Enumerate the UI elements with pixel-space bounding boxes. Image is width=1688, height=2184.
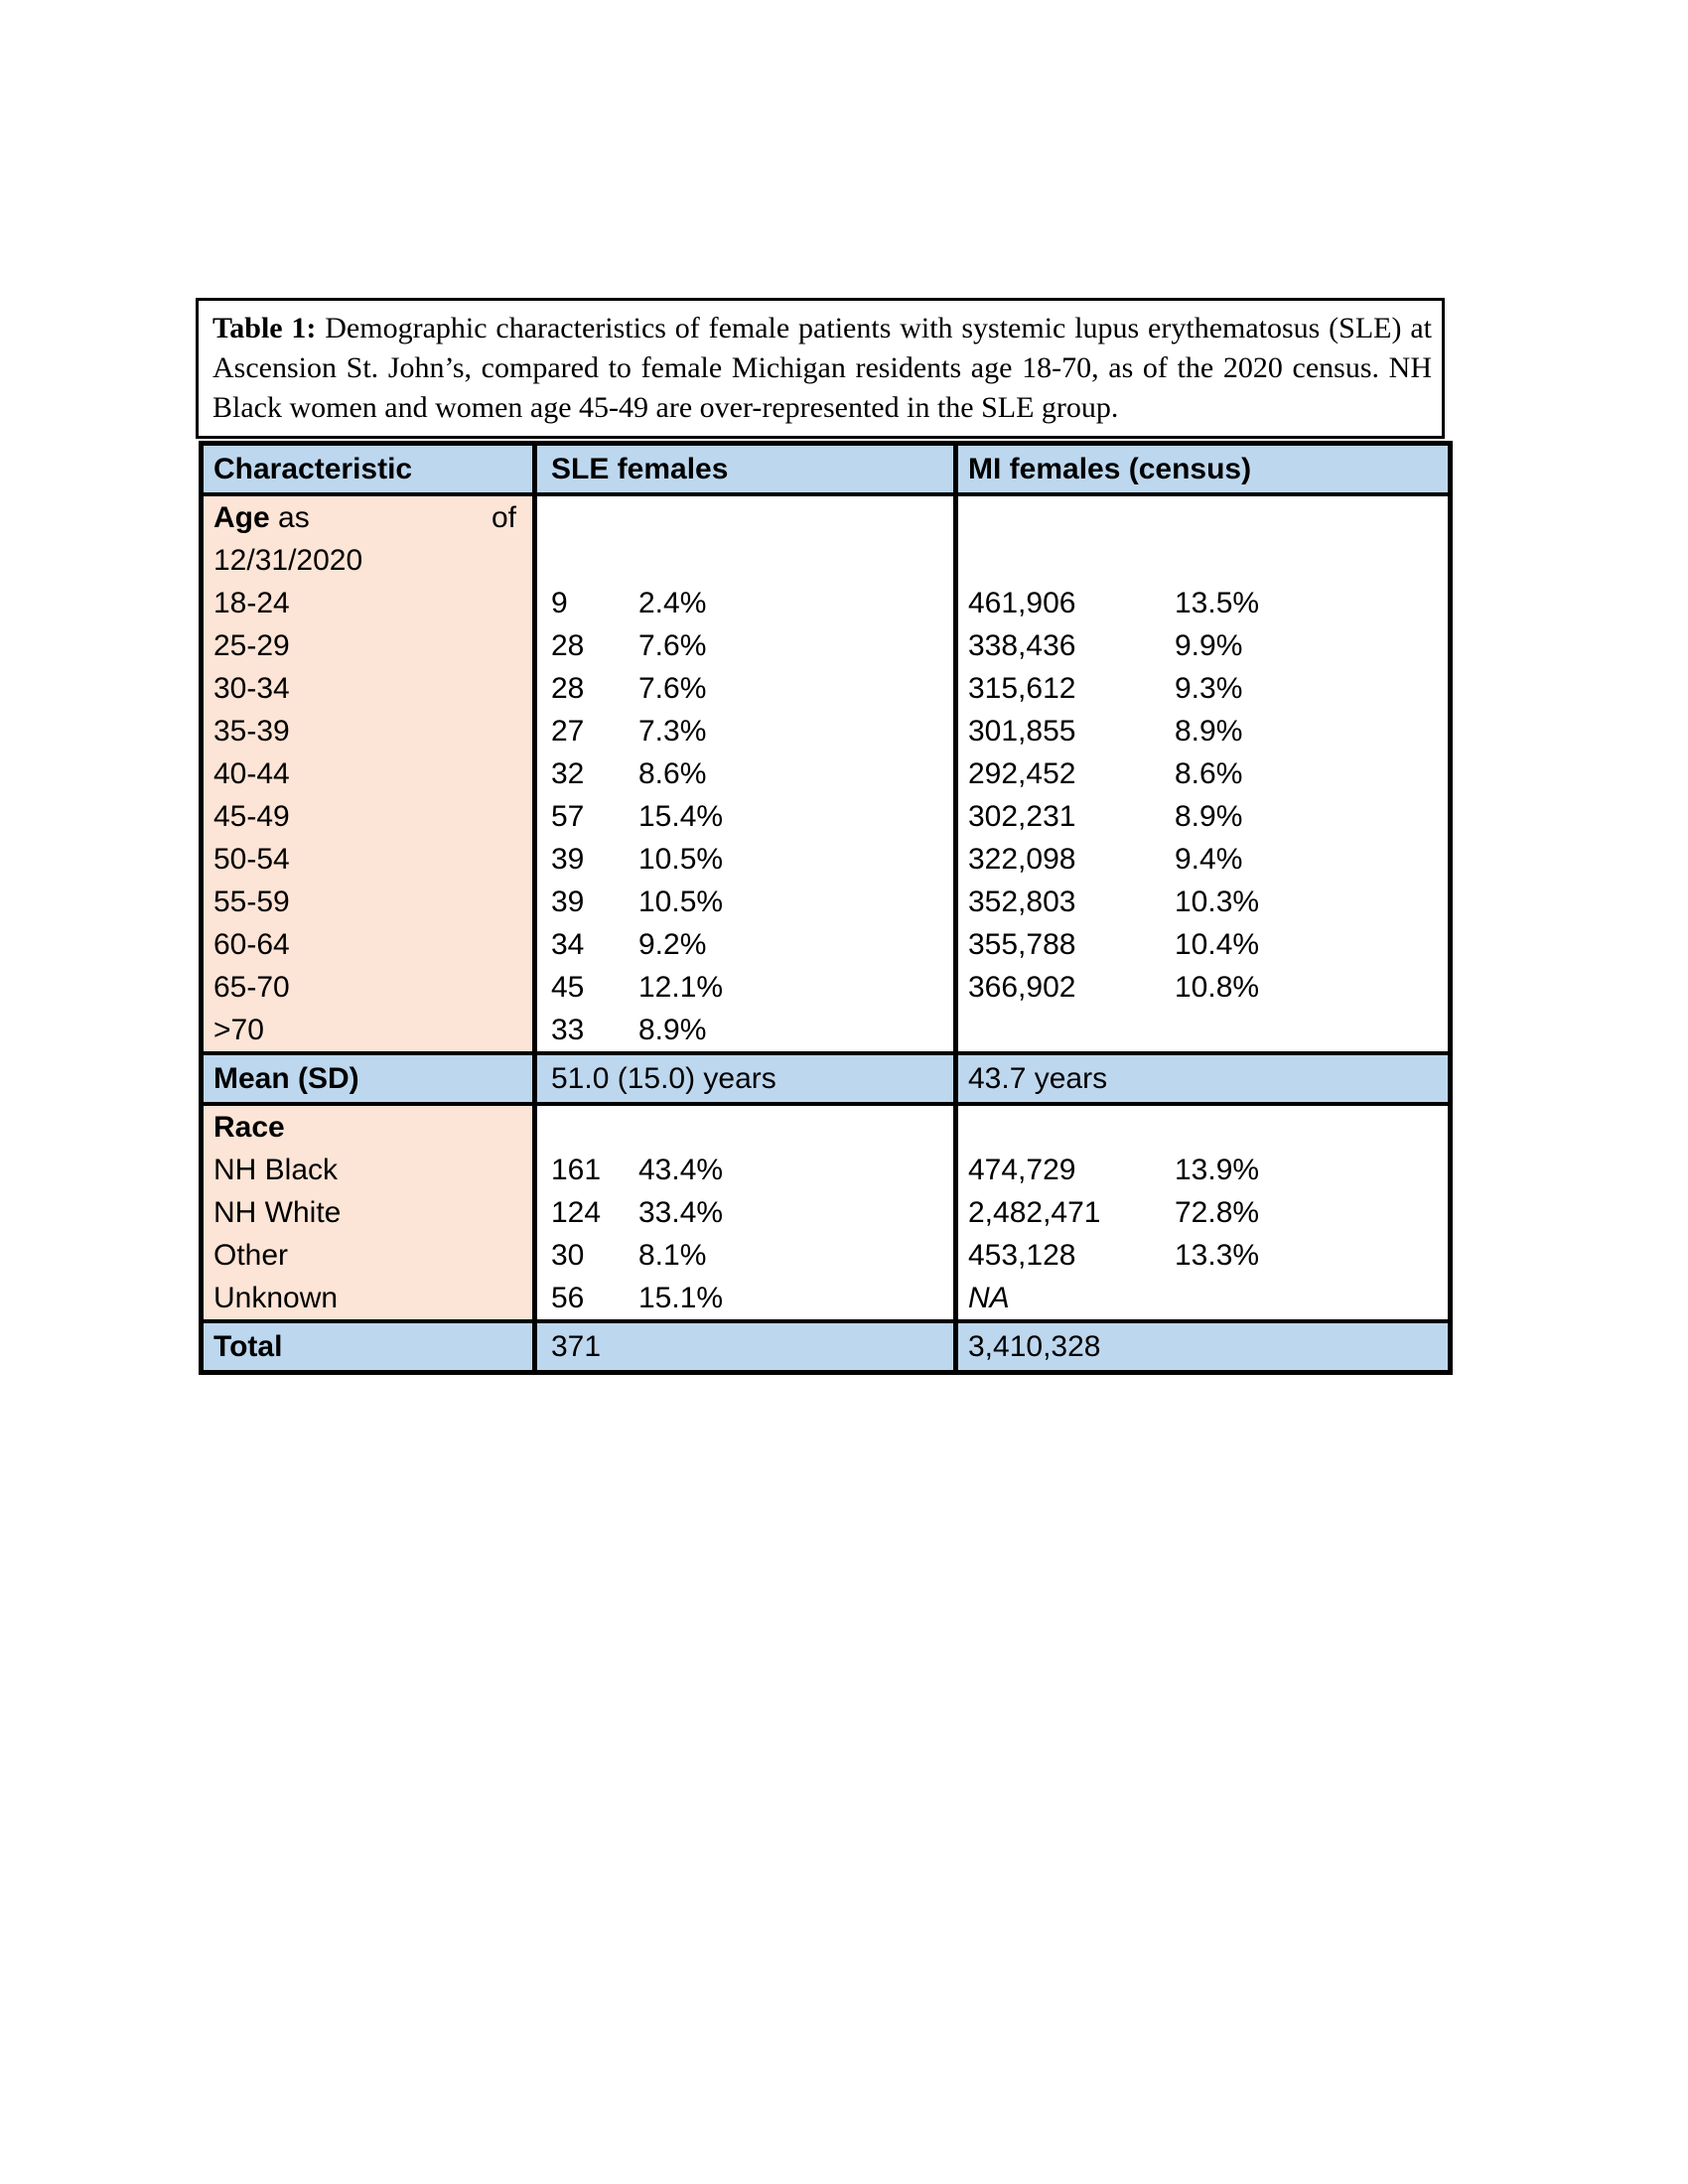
age-sle-values xyxy=(537,752,953,795)
count: 292,452 xyxy=(968,756,1076,790)
age-mi-values xyxy=(958,881,1448,923)
age-row-label: 55-59 xyxy=(213,885,290,918)
percent: 8.9% xyxy=(638,1013,707,1046)
age-mi-values xyxy=(958,795,1448,838)
empty-line xyxy=(958,1106,1448,1149)
age-mi-values xyxy=(958,752,1448,795)
age-mi-values xyxy=(958,838,1448,881)
age-sle-values xyxy=(537,667,953,710)
age-sle-values xyxy=(537,795,953,838)
age-sle-values xyxy=(537,881,953,923)
demographics-table xyxy=(199,441,1453,1375)
age-mi-values xyxy=(958,923,1448,966)
percent: 15.4% xyxy=(638,799,724,833)
header-mi-females: MI females (census) xyxy=(968,452,1252,485)
count: 161 xyxy=(551,1153,602,1186)
count: 355,788 xyxy=(968,927,1076,961)
percent: 7.6% xyxy=(638,671,707,705)
percent: 8.9% xyxy=(1175,714,1243,748)
empty-line xyxy=(537,539,953,582)
percent: 33.4% xyxy=(638,1195,724,1229)
total-mi-value: 3,410,328 xyxy=(968,1329,1101,1363)
count: 45 xyxy=(551,970,585,1004)
race-mi-values xyxy=(958,1234,1448,1277)
age-sle-values xyxy=(537,1009,953,1051)
age-title-left: Age as xyxy=(213,500,310,534)
percent: 7.3% xyxy=(638,714,707,748)
age-row-label: 35-39 xyxy=(213,714,290,748)
race-sle-values xyxy=(537,1277,953,1319)
count: 30 xyxy=(551,1238,585,1272)
count: 27 xyxy=(551,714,585,748)
age-row-label: >70 xyxy=(213,1013,264,1046)
age-mi-column xyxy=(958,496,1448,1051)
race-row-label: Unknown xyxy=(213,1281,339,1314)
age-mi-values xyxy=(958,710,1448,752)
percent: 8.6% xyxy=(638,756,707,790)
age-mi-values xyxy=(958,966,1448,1009)
age-title-line xyxy=(204,496,532,539)
table-caption-text: Demographic characteristics of female patients with systemic lupus erythematosus (SLE) at Ascension St. John’s, compared to female Michigan residents age 18-70, as of the 2020 census. NH Black women and women age 45-49 are over-represented in the SLE group. xyxy=(212,312,1432,424)
count: 28 xyxy=(551,628,585,662)
age-sle-values xyxy=(537,966,953,1009)
count: 453,128 xyxy=(968,1238,1076,1272)
race-label-column xyxy=(204,1106,537,1319)
count: 301,855 xyxy=(968,714,1076,748)
race-sle-values xyxy=(537,1149,953,1191)
race-title: Race xyxy=(213,1110,285,1144)
age-row-label: 30-34 xyxy=(213,671,290,705)
percent: 43.4% xyxy=(638,1153,724,1186)
count: 33 xyxy=(551,1013,585,1046)
percent: 9.2% xyxy=(638,927,707,961)
race-mi-values xyxy=(958,1191,1448,1234)
age-row-label: 18-24 xyxy=(213,586,290,619)
percent: 7.6% xyxy=(638,628,707,662)
empty-line xyxy=(537,496,953,539)
race-sle-values xyxy=(537,1191,953,1234)
age-sle-column xyxy=(537,496,958,1051)
percent: 12.1% xyxy=(638,970,724,1004)
empty-line xyxy=(958,539,1448,582)
age-mi-values xyxy=(958,667,1448,710)
percent: 13.3% xyxy=(1175,1238,1260,1272)
mean-label: Mean (SD) xyxy=(204,1055,537,1102)
percent: 10.3% xyxy=(1175,885,1260,918)
age-sle-values xyxy=(537,582,953,624)
age-row-label: 40-44 xyxy=(213,756,290,790)
count: 32 xyxy=(551,756,585,790)
age-title-date: 12/31/2020 xyxy=(213,543,363,577)
count: 315,612 xyxy=(968,671,1076,705)
percent: 9.9% xyxy=(1175,628,1243,662)
percent: 10.5% xyxy=(638,885,724,918)
race-mi-na xyxy=(958,1277,1448,1319)
count: 322,098 xyxy=(968,842,1076,876)
percent: 9.3% xyxy=(1175,671,1243,705)
age-row-label: 60-64 xyxy=(213,927,290,961)
count: 338,436 xyxy=(968,628,1076,662)
race-row-label: NH White xyxy=(213,1195,342,1229)
age-row-label: 45-49 xyxy=(213,799,290,833)
na-value: NA xyxy=(968,1281,1010,1314)
total-row xyxy=(204,1323,1448,1370)
race-row-label: NH Black xyxy=(213,1153,339,1186)
percent: 10.5% xyxy=(638,842,724,876)
mean-row xyxy=(204,1055,1448,1106)
table-caption xyxy=(196,298,1445,439)
document-page xyxy=(196,298,1453,1375)
count: 124 xyxy=(551,1195,602,1229)
age-row-label: 50-54 xyxy=(213,842,290,876)
race-section xyxy=(204,1106,1448,1323)
count: 39 xyxy=(551,842,585,876)
race-mi-values xyxy=(958,1149,1448,1191)
age-label-column xyxy=(204,496,537,1051)
age-title-right: of xyxy=(491,500,516,534)
age-mi-values xyxy=(958,582,1448,624)
header-characteristic: Characteristic xyxy=(204,446,537,492)
total-sle-value: 371 xyxy=(537,1323,958,1370)
percent: 8.9% xyxy=(1175,799,1243,833)
count: 9 xyxy=(551,586,568,619)
mean-mi-value: 43.7 years xyxy=(968,1061,1108,1095)
percent: 8.6% xyxy=(1175,756,1243,790)
empty-line xyxy=(537,1106,953,1149)
age-sle-values xyxy=(537,838,953,881)
count: 34 xyxy=(551,927,585,961)
count: 2,482,471 xyxy=(968,1195,1101,1229)
percent: 9.4% xyxy=(1175,842,1243,876)
table-header-row xyxy=(204,446,1448,496)
count: 28 xyxy=(551,671,585,705)
percent: 72.8% xyxy=(1175,1195,1260,1229)
empty-line xyxy=(958,496,1448,539)
race-sle-values xyxy=(537,1234,953,1277)
count: 56 xyxy=(551,1281,585,1314)
percent: 13.9% xyxy=(1175,1153,1260,1186)
empty-line xyxy=(958,1009,1448,1051)
count: 461,906 xyxy=(968,586,1076,619)
count: 366,902 xyxy=(968,970,1076,1004)
percent: 10.4% xyxy=(1175,927,1260,961)
age-sle-values xyxy=(537,710,953,752)
percent: 13.5% xyxy=(1175,586,1260,619)
percent: 10.8% xyxy=(1175,970,1260,1004)
age-sle-values xyxy=(537,923,953,966)
age-row-label: 65-70 xyxy=(213,970,290,1004)
count: 474,729 xyxy=(968,1153,1076,1186)
age-row-label: 25-29 xyxy=(213,628,290,662)
percent: 15.1% xyxy=(638,1281,724,1314)
race-mi-column xyxy=(958,1106,1448,1319)
race-row-label: Other xyxy=(213,1238,289,1272)
percent: 2.4% xyxy=(638,586,707,619)
age-section xyxy=(204,496,1448,1055)
count: 302,231 xyxy=(968,799,1076,833)
age-sle-values xyxy=(537,624,953,667)
age-mi-values xyxy=(958,624,1448,667)
race-sle-column xyxy=(537,1106,958,1319)
table-caption-label: Table 1: xyxy=(212,312,317,344)
count: 39 xyxy=(551,885,585,918)
mean-sle-value: 51.0 (15.0) years xyxy=(537,1055,958,1102)
count: 352,803 xyxy=(968,885,1076,918)
percent: 8.1% xyxy=(638,1238,707,1272)
total-label: Total xyxy=(204,1323,537,1370)
header-sle-females: SLE females xyxy=(537,446,958,492)
count: 57 xyxy=(551,799,585,833)
